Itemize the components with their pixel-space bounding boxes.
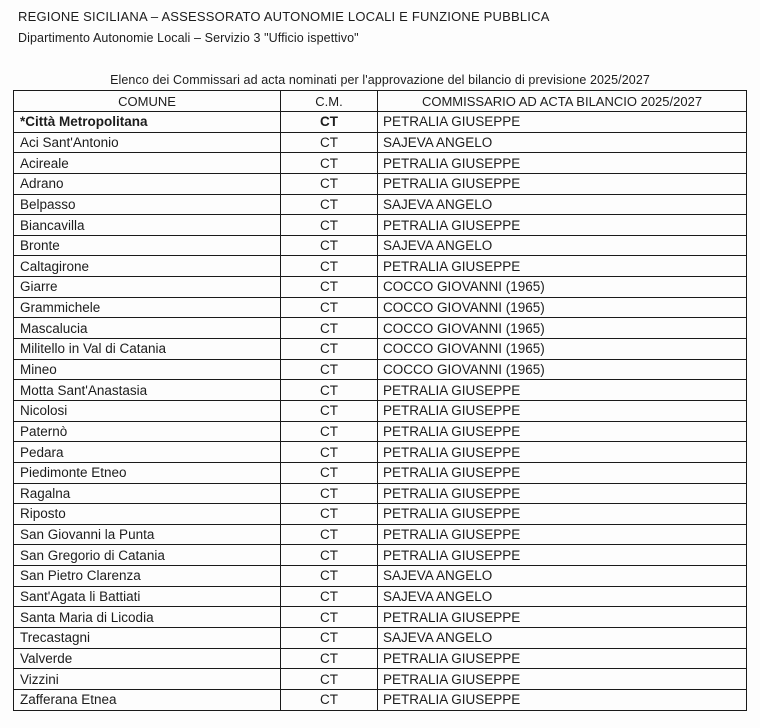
comune-cell: Adrano	[14, 173, 281, 194]
table-row	[14, 442, 747, 463]
commissario-cell: PETRALIA GIUSEPPE	[378, 607, 747, 628]
cm-cell: CT	[281, 359, 378, 380]
cm-cell: CT	[281, 132, 378, 153]
table-row	[14, 586, 747, 607]
comune-cell: San Gregorio di Catania	[14, 545, 281, 566]
commissario-cell: SAJEVA ANGELO	[378, 132, 747, 153]
table-row	[14, 339, 747, 360]
cm-cell: CT	[281, 153, 378, 174]
header-line-1: REGIONE SICILIANA – ASSESSORATO AUTONOMIE LOCALI E FUNZIONE PUBBLICA	[18, 9, 550, 24]
cm-cell: CT	[281, 380, 378, 401]
table-row	[14, 173, 747, 194]
commissario-cell: PETRALIA GIUSEPPE	[378, 400, 747, 421]
commissario-cell: COCCO GIOVANNI (1965)	[378, 277, 747, 298]
cm-cell: CT	[281, 462, 378, 483]
commissario-cell: PETRALIA GIUSEPPE	[378, 173, 747, 194]
comune-cell: Acireale	[14, 153, 281, 174]
table-row	[14, 483, 747, 504]
comune-cell: Santa Maria di Licodia	[14, 607, 281, 628]
commissario-cell: PETRALIA GIUSEPPE	[378, 648, 747, 669]
table-header-row	[14, 91, 747, 112]
cm-cell: CT	[281, 628, 378, 649]
comune-cell: Vizzini	[14, 669, 281, 690]
commissario-cell: PETRALIA GIUSEPPE	[378, 112, 747, 133]
cm-cell: CT	[281, 215, 378, 236]
table-row	[14, 524, 747, 545]
comune-cell: Grammichele	[14, 297, 281, 318]
cm-cell: CT	[281, 442, 378, 463]
comune-cell: Sant'Agata li Battiati	[14, 586, 281, 607]
table-row	[14, 194, 747, 215]
commissario-cell: PETRALIA GIUSEPPE	[378, 689, 747, 710]
commissario-cell: COCCO GIOVANNI (1965)	[378, 297, 747, 318]
table-row	[14, 297, 747, 318]
comune-cell: Ragalna	[14, 483, 281, 504]
table-caption: Elenco dei Commissari ad acta nominati per l'approvazione del bilancio di previsione 2025/2027	[110, 73, 650, 87]
comune-cell: San Giovanni la Punta	[14, 524, 281, 545]
comune-cell: Pedara	[14, 442, 281, 463]
commissario-cell: SAJEVA ANGELO	[378, 235, 747, 256]
commissario-cell: SAJEVA ANGELO	[378, 566, 747, 587]
cm-cell: CT	[281, 173, 378, 194]
comune-cell: Bronte	[14, 235, 281, 256]
table-row	[14, 153, 747, 174]
commissari-table	[13, 90, 747, 711]
table-row	[14, 628, 747, 649]
cm-cell: CT	[281, 566, 378, 587]
table-row	[14, 318, 747, 339]
commissario-cell: SAJEVA ANGELO	[378, 194, 747, 215]
table-row	[14, 669, 747, 690]
cm-cell: CT	[281, 194, 378, 215]
table-row	[14, 545, 747, 566]
cm-cell: CT	[281, 504, 378, 525]
cm-cell: CT	[281, 586, 378, 607]
comune-cell: Piedimonte Etneo	[14, 462, 281, 483]
commissario-cell: PETRALIA GIUSEPPE	[378, 380, 747, 401]
table-row	[14, 359, 747, 380]
commissario-cell: COCCO GIOVANNI (1965)	[378, 359, 747, 380]
comune-cell: Giarre	[14, 277, 281, 298]
comune-cell: Biancavilla	[14, 215, 281, 236]
comune-cell: Trecastagni	[14, 628, 281, 649]
comune-cell: Militello in Val di Catania	[14, 339, 281, 360]
table-header	[14, 91, 747, 112]
cm-cell: CT	[281, 669, 378, 690]
comune-cell: Mascalucia	[14, 318, 281, 339]
comune-cell: Aci Sant'Antonio	[14, 132, 281, 153]
table-row	[14, 277, 747, 298]
table-row	[14, 421, 747, 442]
commissario-cell: PETRALIA GIUSEPPE	[378, 524, 747, 545]
cm-cell: CT	[281, 112, 378, 133]
table-row	[14, 235, 747, 256]
table-row	[14, 380, 747, 401]
column-header-commissario: COMMISSARIO AD ACTA BILANCIO 2025/2027	[378, 91, 747, 112]
table-row	[14, 256, 747, 277]
cm-cell: CT	[281, 545, 378, 566]
table-row	[14, 462, 747, 483]
commissario-cell: PETRALIA GIUSEPPE	[378, 483, 747, 504]
table-row	[14, 607, 747, 628]
cm-cell: CT	[281, 235, 378, 256]
cm-cell: CT	[281, 648, 378, 669]
comune-cell: Motta Sant'Anastasia	[14, 380, 281, 401]
comune-cell: Paternò	[14, 421, 281, 442]
table-row	[14, 504, 747, 525]
cm-cell: CT	[281, 297, 378, 318]
cm-cell: CT	[281, 524, 378, 545]
comune-cell: Riposto	[14, 504, 281, 525]
commissario-cell: PETRALIA GIUSEPPE	[378, 504, 747, 525]
header-line-2: Dipartimento Autonomie Locali – Servizio 3 "Ufficio ispettivo"	[18, 31, 359, 45]
cm-cell: CT	[281, 318, 378, 339]
document-header	[18, 9, 550, 45]
comune-cell: *Città Metropolitana	[14, 112, 281, 133]
commissario-cell: PETRALIA GIUSEPPE	[378, 545, 747, 566]
commissario-cell: PETRALIA GIUSEPPE	[378, 442, 747, 463]
cm-cell: CT	[281, 256, 378, 277]
commissario-cell: COCCO GIOVANNI (1965)	[378, 339, 747, 360]
table-row	[14, 112, 747, 133]
table-row	[14, 132, 747, 153]
cm-cell: CT	[281, 339, 378, 360]
column-header-cm: C.M.	[281, 91, 378, 112]
column-header-comune: COMUNE	[14, 91, 281, 112]
commissario-cell: PETRALIA GIUSEPPE	[378, 153, 747, 174]
cm-cell: CT	[281, 277, 378, 298]
cm-cell: CT	[281, 689, 378, 710]
table-row	[14, 566, 747, 587]
cm-cell: CT	[281, 483, 378, 504]
cm-cell: CT	[281, 400, 378, 421]
table-body	[14, 112, 747, 711]
cm-cell: CT	[281, 421, 378, 442]
table-row	[14, 215, 747, 236]
commissario-cell: PETRALIA GIUSEPPE	[378, 669, 747, 690]
table-row	[14, 689, 747, 710]
comune-cell: Zafferana Etnea	[14, 689, 281, 710]
commissario-cell: PETRALIA GIUSEPPE	[378, 215, 747, 236]
comune-cell: Caltagirone	[14, 256, 281, 277]
cm-cell: CT	[281, 607, 378, 628]
commissario-cell: PETRALIA GIUSEPPE	[378, 462, 747, 483]
commissario-cell: SAJEVA ANGELO	[378, 586, 747, 607]
commissario-cell: PETRALIA GIUSEPPE	[378, 421, 747, 442]
table-row	[14, 400, 747, 421]
commissario-cell: SAJEVA ANGELO	[378, 628, 747, 649]
comune-cell: San Pietro Clarenza	[14, 566, 281, 587]
comune-cell: Mineo	[14, 359, 281, 380]
commissario-cell: PETRALIA GIUSEPPE	[378, 256, 747, 277]
comune-cell: Valverde	[14, 648, 281, 669]
comune-cell: Nicolosi	[14, 400, 281, 421]
table-row	[14, 648, 747, 669]
commissario-cell: COCCO GIOVANNI (1965)	[378, 318, 747, 339]
comune-cell: Belpasso	[14, 194, 281, 215]
